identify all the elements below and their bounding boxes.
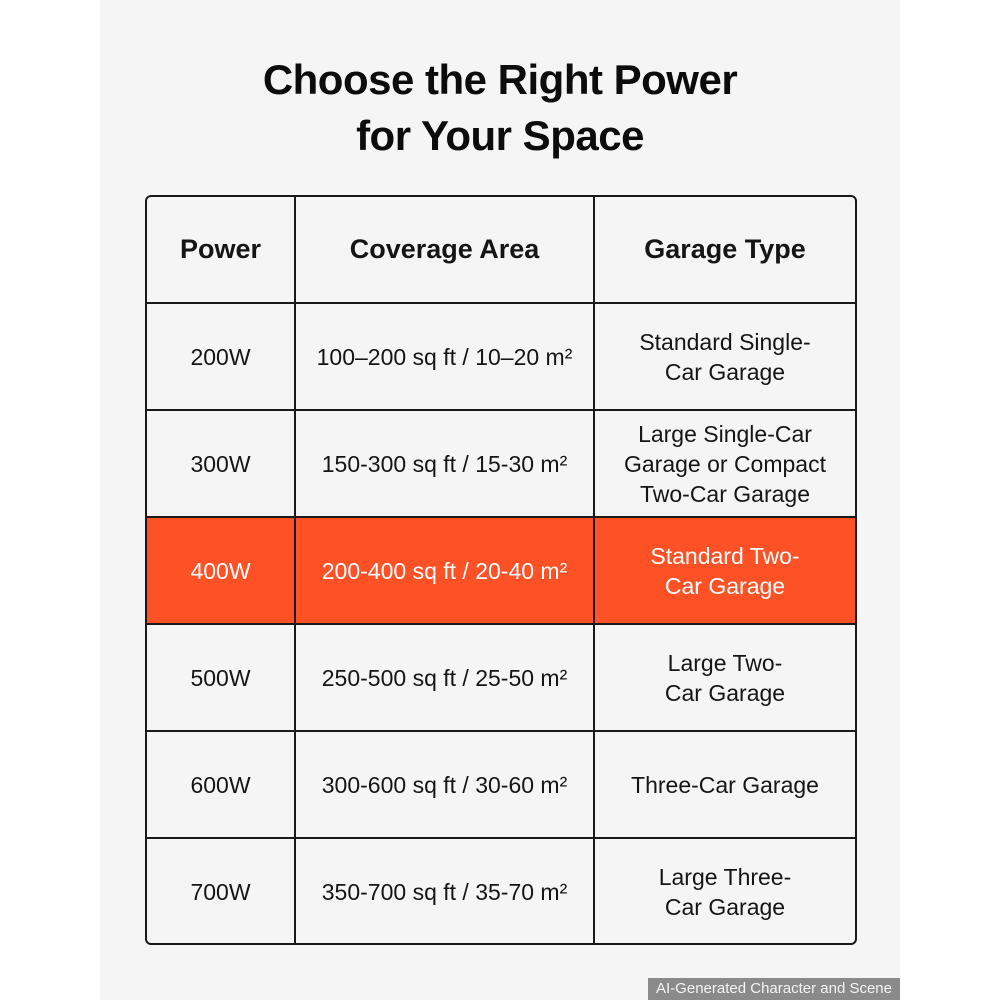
power-cell: 400W bbox=[147, 517, 295, 624]
garage-type-line: Car Garage bbox=[664, 572, 786, 599]
power-cell: 200W bbox=[147, 303, 295, 410]
power-coverage-table bbox=[147, 197, 855, 944]
page-title-line-2: for Your Space bbox=[356, 112, 644, 159]
garage-type-line: Car Garage bbox=[664, 358, 786, 385]
power-table bbox=[145, 195, 857, 945]
garage-type-cell bbox=[594, 517, 855, 624]
ai-generated-badge: AI-Generated Character and Scene bbox=[648, 978, 900, 1000]
coverage-cell: 200-400 sq ft / 20-40 m² bbox=[295, 517, 594, 624]
header-coverage-area: Coverage Area bbox=[295, 197, 594, 303]
power-cell: 500W bbox=[147, 624, 295, 731]
power-cell: 700W bbox=[147, 838, 295, 944]
table-header-row bbox=[147, 197, 855, 303]
garage-type-cell bbox=[594, 624, 855, 731]
garage-type-line: Large Three- bbox=[658, 863, 792, 890]
table-row-highlighted bbox=[147, 517, 855, 624]
table-row bbox=[147, 624, 855, 731]
garage-type-line: Large Single-Car bbox=[638, 420, 812, 447]
garage-type-line: Large Two- bbox=[667, 649, 783, 676]
table-row bbox=[147, 731, 855, 838]
coverage-cell: 100–200 sq ft / 10–20 m² bbox=[295, 303, 594, 410]
garage-type-line: Two-Car Garage bbox=[639, 480, 810, 507]
garage-type-cell bbox=[594, 410, 855, 517]
coverage-cell: 250-500 sq ft / 25-50 m² bbox=[295, 624, 594, 731]
table-row bbox=[147, 303, 855, 410]
garage-type-line: Standard Single- bbox=[639, 328, 811, 355]
garage-type-cell bbox=[594, 303, 855, 410]
table-row bbox=[147, 410, 855, 517]
page-title-line-1: Choose the Right Power bbox=[262, 56, 738, 103]
power-cell: 300W bbox=[147, 410, 295, 517]
page-title bbox=[100, 52, 900, 164]
garage-type-line: Standard Two- bbox=[650, 542, 800, 569]
coverage-cell: 150-300 sq ft / 15-30 m² bbox=[295, 410, 594, 517]
header-power: Power bbox=[147, 197, 295, 303]
coverage-cell: 300-600 sq ft / 30-60 m² bbox=[295, 731, 594, 838]
garage-type-cell bbox=[594, 838, 855, 944]
garage-type-cell bbox=[594, 731, 855, 838]
header-garage-type: Garage Type bbox=[594, 197, 855, 303]
coverage-cell: 350-700 sq ft / 35-70 m² bbox=[295, 838, 594, 944]
garage-type-line: Car Garage bbox=[664, 679, 786, 706]
table-row bbox=[147, 838, 855, 944]
garage-type-line: Car Garage bbox=[664, 893, 786, 920]
garage-type-line: Three-Car Garage bbox=[631, 771, 819, 798]
power-cell: 600W bbox=[147, 731, 295, 838]
garage-type-line: Garage or Compact bbox=[624, 450, 826, 477]
